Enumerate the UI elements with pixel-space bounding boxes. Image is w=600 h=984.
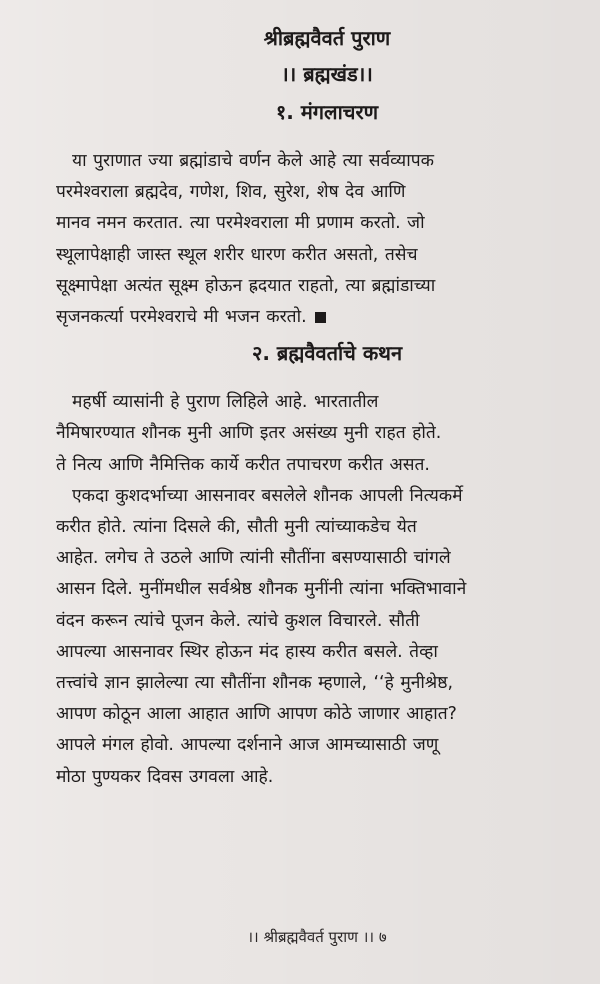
text-line: एकदा कुशदर्भाच्या आसनावर बसलेले शौनक आपली नित्यकर्मे (72, 485, 463, 506)
book-title: श्रीब्रह्मवैवर्त पुराण (263, 26, 391, 50)
text-line: ते नित्य आणि नैमित्तिक कार्ये करीत तपाचरण करीत असत. (56, 454, 430, 475)
text-line: परमेश्वराला ब्रह्मदेव, गणेश, शिव, सुरेश, शेष देव आणि (56, 182, 406, 203)
paragraph-shaunak (56, 481, 564, 793)
text-line: मोठा पुण्यकर दिवस उगवला आहे. (56, 766, 274, 787)
text-line: आहेत. लगेच ते उठले आणि त्यांनी सौतींना बसण्यासाठी चांगले (56, 548, 451, 569)
text-line: या पुराणात ज्या ब्रह्मांडाचे वर्णन केले आहे त्या सर्वव्यापक (72, 151, 434, 171)
paragraph-vyas (56, 387, 564, 481)
text-line-last (56, 302, 564, 333)
text-line-content: सृजनकर्त्या परमेश्वराचे मी भजन करतो. (56, 307, 307, 328)
text-line: महर्षी व्यासांनी हे पुराण लिहिले आहे. भारतातील (72, 392, 379, 413)
section-heading-mangalacharan: १. मंगलाचरण (275, 100, 379, 124)
text-line: आपल्या आसनावर स्थिर होऊन मंद हास्य करीत बसले. तेव्हा (56, 641, 438, 662)
page-footer: ।। श्रीब्रह्मवैवर्त पुराण ।। ७ (247, 928, 387, 946)
text-line: करीत होते. त्यांना दिसले की, सौती मुनी त्यांच्याकडेच येत (56, 517, 417, 538)
end-of-section-square-icon (315, 312, 326, 323)
text-line: आपण कोठून आला आहात आणि आपण कोठे जाणार आहात? (56, 704, 457, 725)
text-line: स्थूलापेक्षाही जास्त स्थूल शरीर धारण करीत असतो, तसेच (56, 244, 418, 265)
text-line: सूक्ष्मापेक्षा अत्यंत सूक्ष्म होऊन ह्रदयात राहतो, त्या ब्रह्मांडाच्या (56, 275, 436, 296)
paragraph-mangalacharan (56, 146, 564, 333)
text-line: नैमिषारण्यात शौनक मुनी आणि इतर असंख्य मुनी राहत होते. (56, 423, 442, 444)
text-line: मानव नमन करतात. त्या परमेश्वराला मी प्रणाम करतो. जो (56, 213, 425, 234)
section-heading-kathan: २. ब्रह्मवैवर्ताचे कथन (251, 341, 403, 366)
text-line: आसन दिले. मुनींमधील सर्वश्रेष्ठ शौनक मुनींनी त्यांना भक्तिभावाने (56, 579, 467, 600)
section-khanda-title: ।। ब्रह्मखंड।। (281, 62, 373, 86)
text-line: वंदन करून त्यांचे पूजन केले. त्यांचे कुशल विचारले. सौती (56, 610, 420, 631)
text-line: तत्त्वांचे ज्ञान झालेल्या त्या सौतींना शौनक म्हणाले, ‘‘हे मुनीश्रेष्ठ, (56, 673, 453, 694)
text-line: आपले मंगल होवो. आपल्या दर्शनाने आज आमच्यासाठी जणू (56, 735, 439, 756)
